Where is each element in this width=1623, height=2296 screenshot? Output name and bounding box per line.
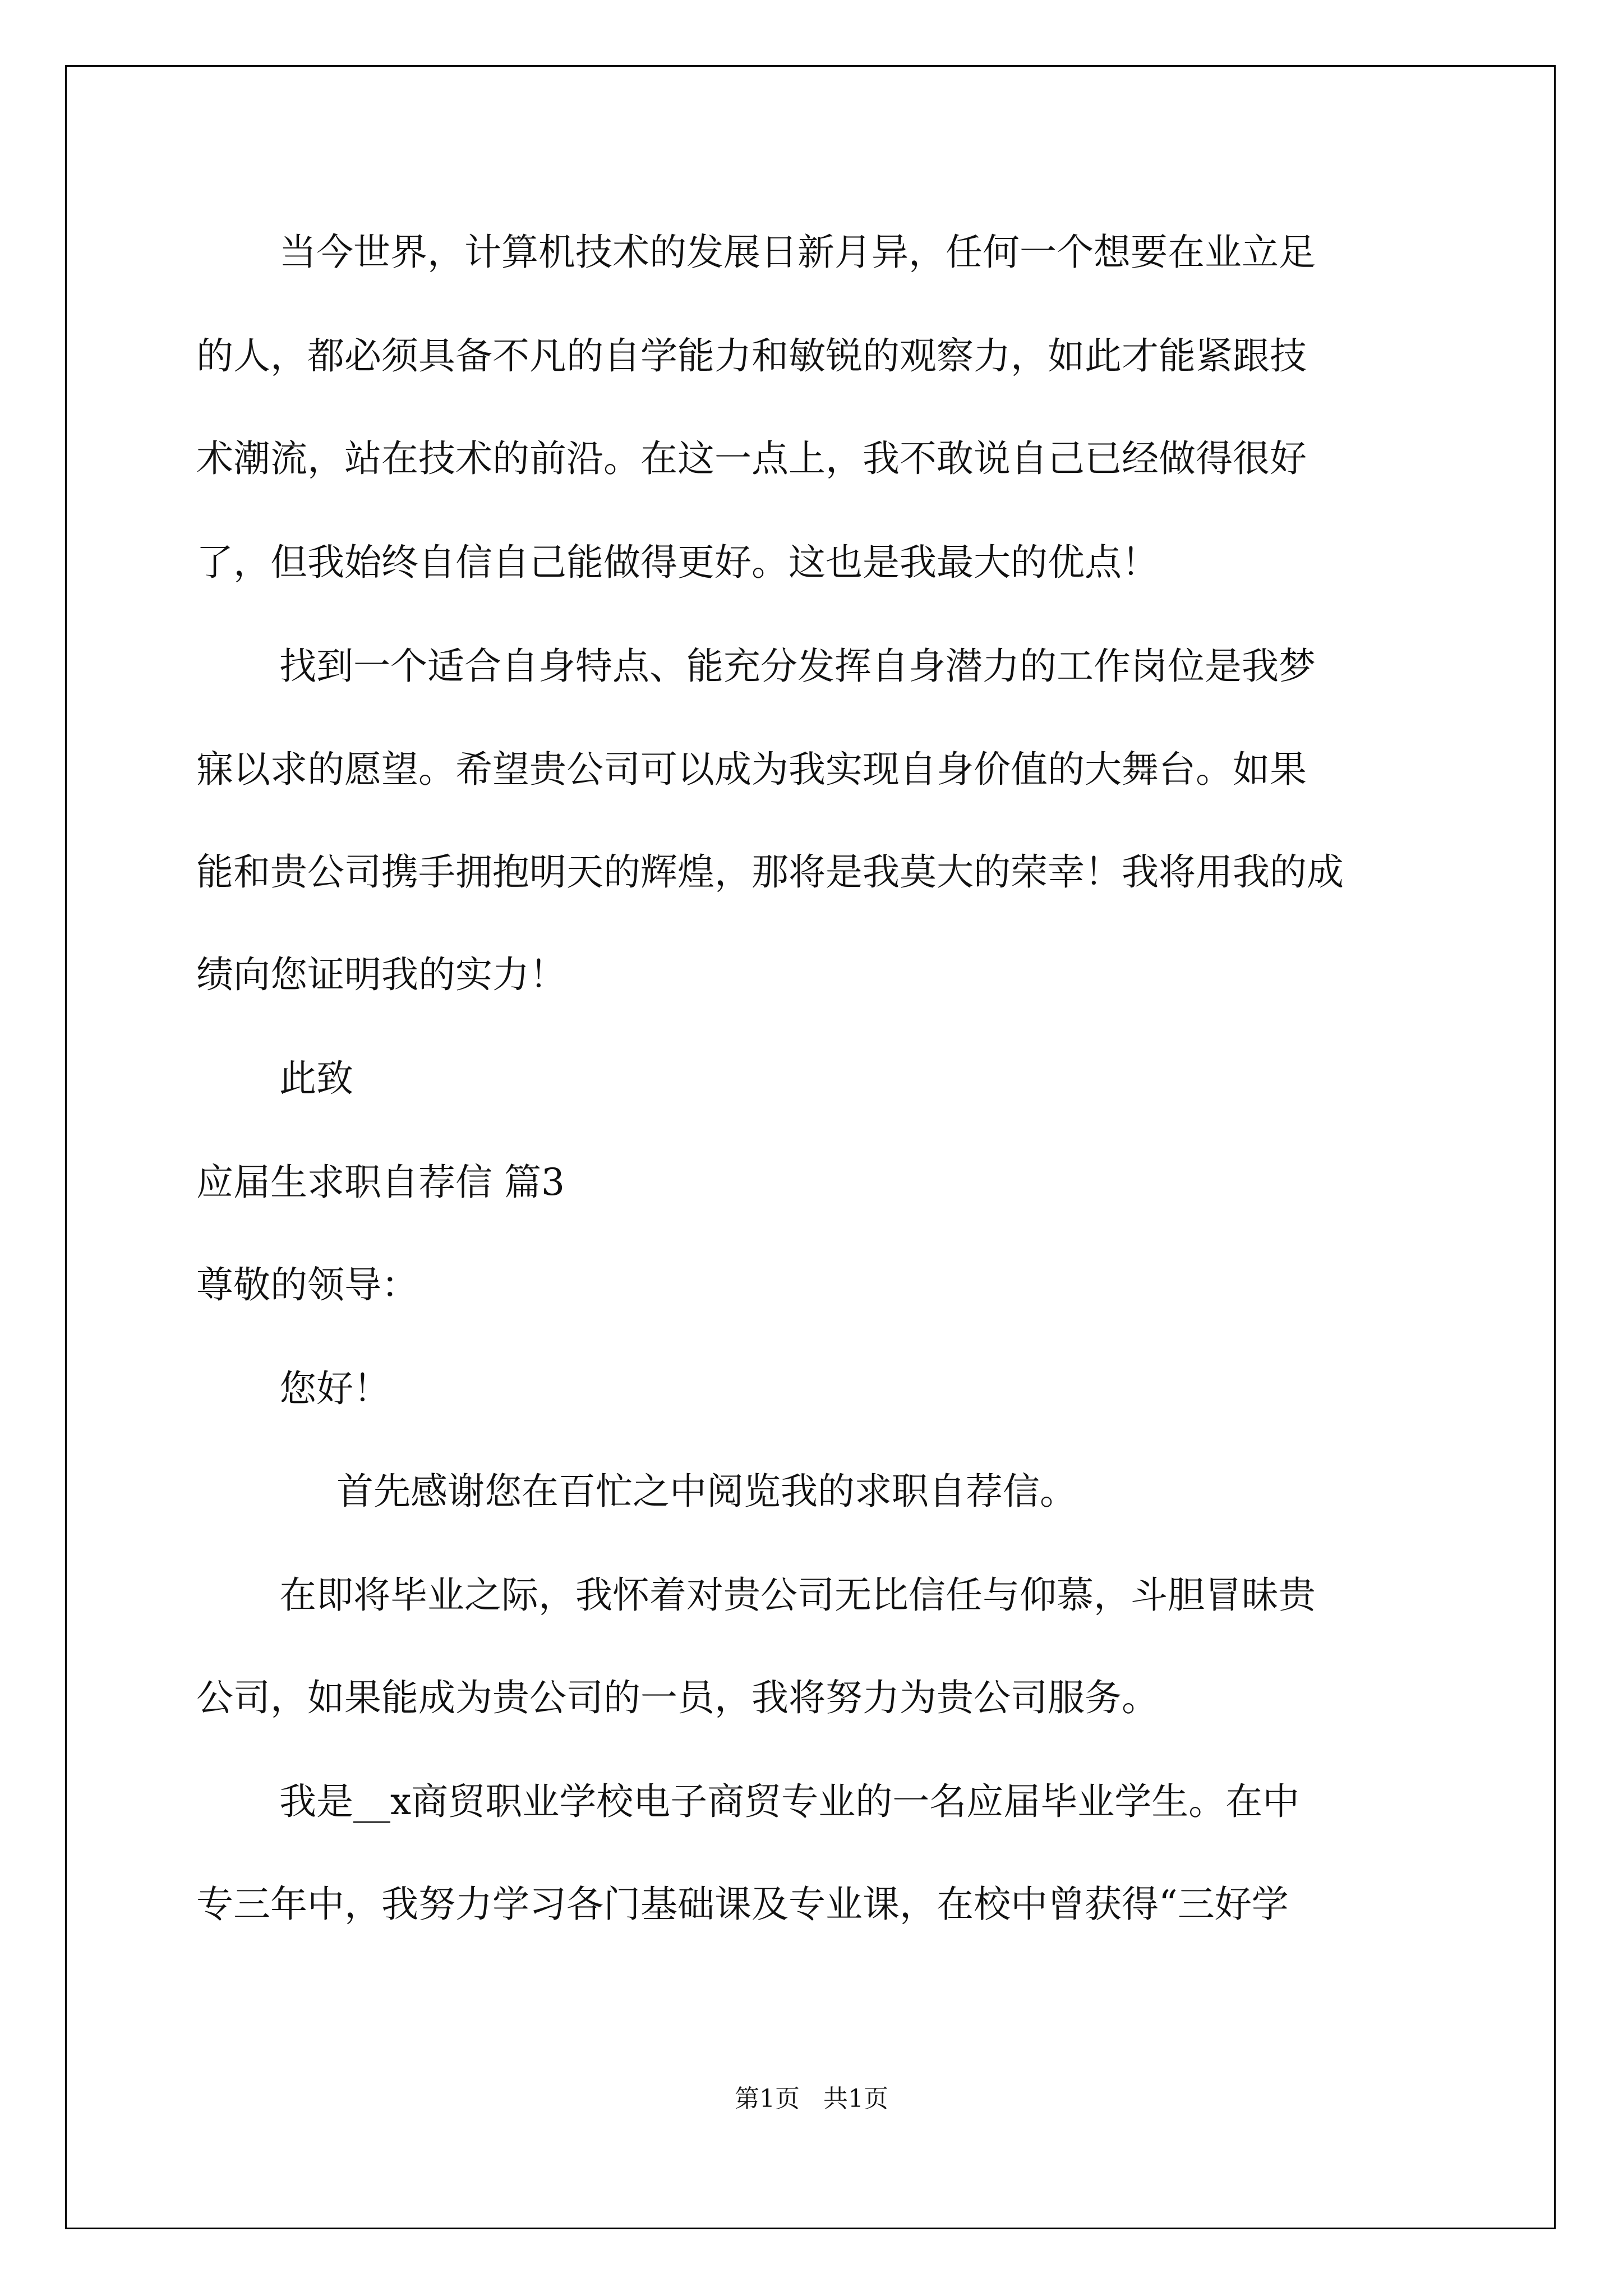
greeting-addressee: 尊敬的领导： (196, 1263, 418, 1306)
greeting: 您好！ (279, 1367, 390, 1410)
paragraph-2-line-1: 找到一个适合自身特点、能充分发挥自身潜力的工作岗位是我梦 (279, 645, 1316, 688)
closing-salutation: 此致 (279, 1057, 353, 1100)
paragraph-1-line-4: 了，但我始终自信自己能做得更好。这也是我最大的优点！ (196, 541, 1159, 584)
paragraph-4-line-1: 我是__x商贸职业学校电子商贸专业的一名应届毕业学生。在中 (279, 1780, 1300, 1823)
paragraph-1-line-3: 术潮流，站在技术的前沿。在这一点上，我不敢说自己已经做得很好 (196, 437, 1307, 480)
paragraph-2-line-4: 绩向您证明我的实力！ (196, 953, 566, 996)
paragraph-1-line-1: 当今世界，计算机技术的发展日新月异，任何一个想要在业立足 (279, 231, 1316, 274)
page-footer: 第1页 共1页 (735, 2085, 888, 2113)
paragraph-1-line-2: 的人，都必须具备不凡的自学能力和敏锐的观察力，如此才能紧跟技 (196, 334, 1307, 378)
paragraph-2-line-2: 寐以求的愿望。希望贵公司可以成为我实现自身价值的大舞台。如果 (196, 748, 1307, 791)
section-heading: 应届生求职自荐信 篇3 (196, 1161, 565, 1204)
paragraph-2-line-3: 能和贵公司携手拥抱明天的辉煌，那将是我莫大的荣幸！我将用我的成 (196, 850, 1344, 894)
opening-line: 首先感谢您在百忙之中阅览我的求职自荐信。 (336, 1470, 1077, 1513)
paragraph-4-line-2: 专三年中，我努力学习各门基础课及专业课，在校中曾获得“三好学 (196, 1883, 1289, 1926)
paragraph-3-line-1: 在即将毕业之际，我怀着对贵公司无比信任与仰慕，斗胆冒昧贵 (279, 1573, 1316, 1617)
paragraph-3-line-2: 公司，如果能成为贵公司的一员，我将努力为贵公司服务。 (196, 1676, 1159, 1719)
